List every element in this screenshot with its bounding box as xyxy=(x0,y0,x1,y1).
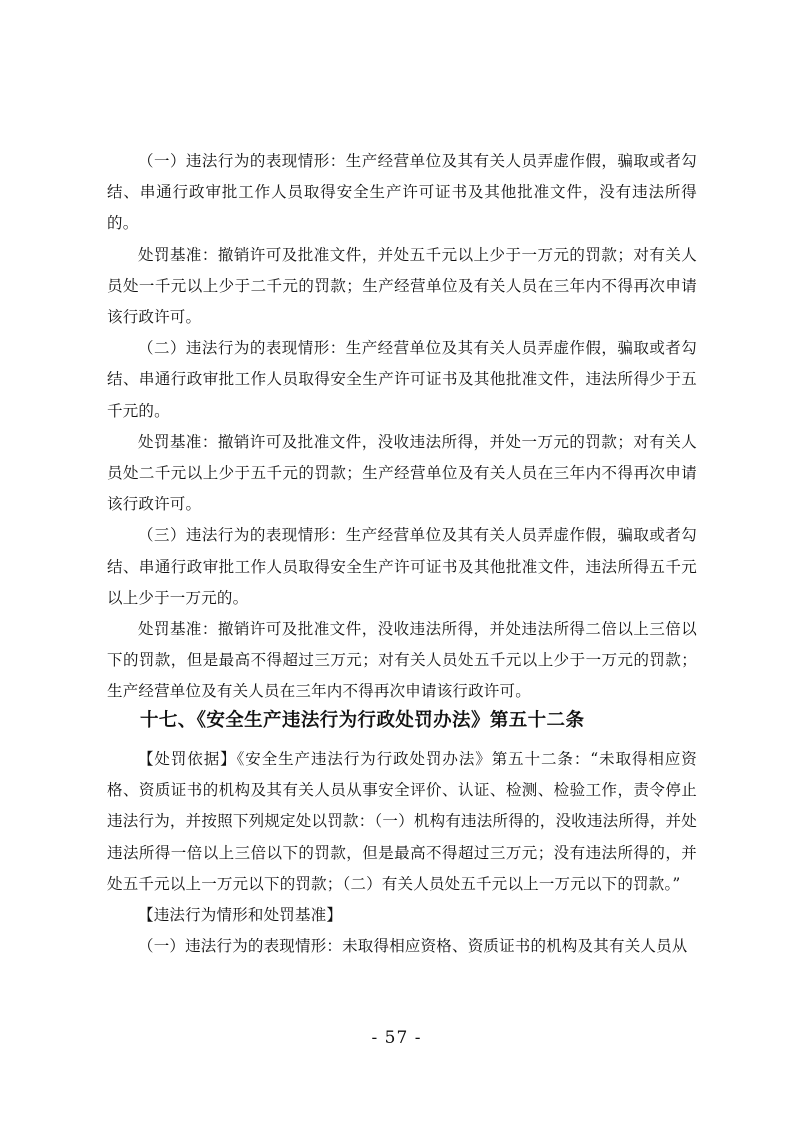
paragraph-violation-3: （三）违法行为的表现情形：生产经营单位及其有关人员弄虚作假，骗取或者勾结、串通行政审批工作人员取得安全生产许可证书及其他批准文件，违法所得五千元以上少于一万元的。 xyxy=(107,526,697,607)
paragraph-subheading: 【违法行为情形和处罚基准】 xyxy=(138,906,343,925)
paragraph-violation-2: （二）违法行为的表现情形：生产经营单位及其有关人员弄虚作假，骗取或者勾结、串通行政审批工作人员取得安全生产许可证书及其他批准文件，违法所得少于五千元的。 xyxy=(107,339,697,420)
paragraph-legal-basis: 【处罚依据】《安全生产违法行为行政处罚办法》第五十二条：“未取得相应资格、资质证书的机构及其有关人员从事安全评价、认证、检测、检验工作，责令停止违法行为，并按照下列规定处以罚款：（一）机构有违法所得的，没收违法所得，并处违法所得一倍以上三倍以下的罚款，但是最高不得超过三万元；没有违法所得的，并处五千元以上一万元以下的罚款；（二）有关人员处五千元以上一万元以下的罚款。” xyxy=(107,750,697,893)
body-text-upper xyxy=(107,146,697,708)
paragraph-penalty-3: 处罚基准：撤销许可及批准文件，没收违法所得，并处违法所得二倍以上三倍以下的罚款，但是最高不得超过三万元；对有关人员处五千元以上少于一万元的罚款；生产经营单位及有关人员在三年内不得再次申请该行政许可。 xyxy=(107,620,697,701)
paragraph-penalty-2: 处罚基准：撤销许可及批准文件，没收违法所得，并处一万元的罚款；对有关人员处二千元以上少于五千元的罚款；生产经营单位及有关人员在三年内不得再次申请该行政许可。 xyxy=(107,432,697,514)
paragraph-penalty-1: 处罚基准：撤销许可及批准文件，并处五千元以上少于一万元的罚款；对有关人员处一千元以上少于二千元的罚款；生产经营单位及有关人员在三年内不得再次申请该行政许可。 xyxy=(107,245,697,327)
section-heading: 十七、《安全生产违法行为行政处罚办法》第五十二条 xyxy=(140,710,585,731)
page-number: - 57 - xyxy=(371,1028,422,1048)
paragraph-violation-continued: （一）违法行为的表现情形：未取得相应资格、资质证书的机构及其有关人员从 xyxy=(138,937,688,956)
paragraph-violation-1: （一）违法行为的表现情形：生产经营单位及其有关人员弄虚作假，骗取或者勾结、串通行政审批工作人员取得安全生产许可证书及其他批准文件，没有违法所得的。 xyxy=(107,152,697,233)
body-text-lower xyxy=(107,744,697,962)
